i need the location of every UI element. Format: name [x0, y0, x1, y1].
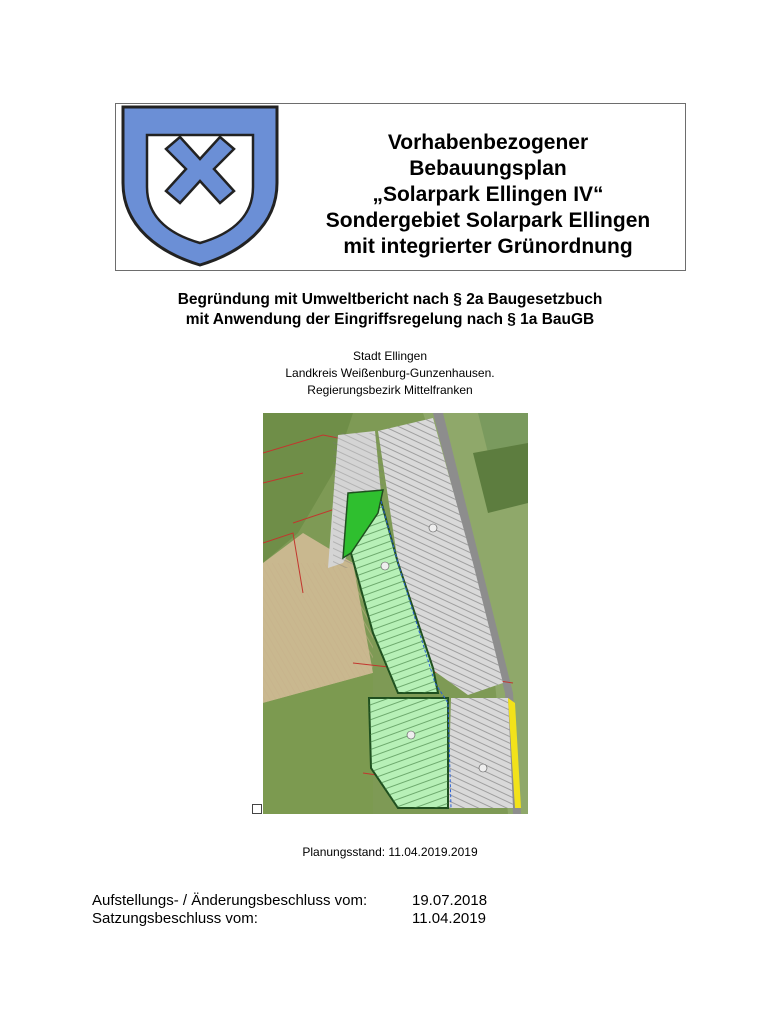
- title-line: Sondergebiet Solarpark Ellingen: [325, 209, 651, 232]
- resolution-label: Satzungsbeschluss vom:: [92, 910, 258, 927]
- city: Stadt Ellingen: [352, 349, 428, 363]
- district: Landkreis Weißenburg-Gunzenhausen.: [285, 366, 495, 380]
- site-plan-map: [263, 413, 528, 814]
- title-line: mit integrierter Grünordnung: [343, 235, 633, 258]
- title-line: „Solarpark Ellingen IV“: [372, 183, 604, 206]
- document-subtitle: [90, 290, 690, 330]
- region: Regierungsbezirk Mittelfranken: [307, 383, 473, 397]
- resolution-row: [92, 892, 487, 910]
- resolution-label: Aufstellungs- / Änderungsbeschluss vom:: [92, 892, 368, 909]
- planning-status: Planungsstand: 11.04.2019.2019: [302, 845, 478, 859]
- document-title: [300, 130, 676, 260]
- title-line: Vorhabenbezogener: [387, 131, 589, 154]
- resolution-date: 11.04.2019: [412, 910, 486, 927]
- subtitle-line-2: mit Anwendung der Eingriffsregelung nach § 1a BauGB: [185, 311, 595, 328]
- coat-of-arms-icon: [120, 105, 280, 267]
- resolution-dates: [92, 892, 487, 928]
- administrative-info: [200, 348, 580, 399]
- map-corner-marker: [252, 804, 262, 814]
- subtitle-line-1: Begründung mit Umweltbericht nach § 2a Baugesetzbuch: [177, 291, 603, 308]
- resolution-date: 19.07.2018: [412, 892, 488, 909]
- resolution-row: [92, 910, 487, 928]
- title-line: Bebauungsplan: [409, 157, 567, 180]
